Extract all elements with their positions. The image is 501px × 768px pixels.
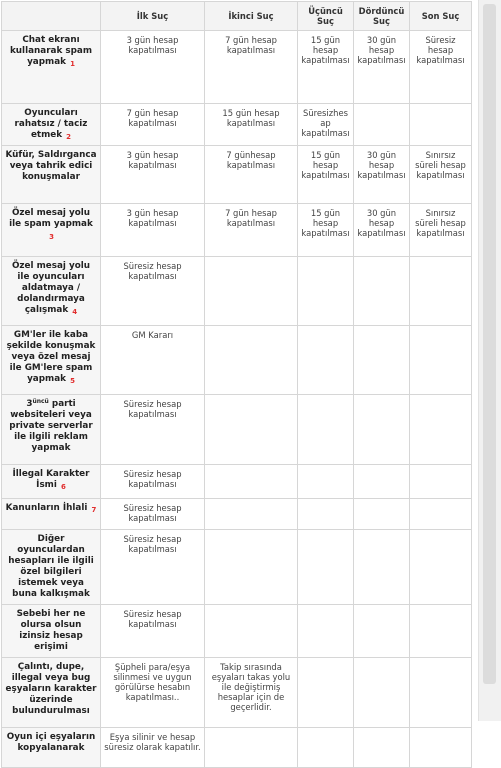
column-header-fourth: Dördüncü Suç (354, 2, 410, 31)
vertical-scrollbar[interactable] (478, 0, 501, 721)
penalty-table (1, 1, 472, 768)
offense-cell (2, 727, 101, 767)
table-row (2, 257, 472, 326)
offense-text: Kanunların İhlali (5, 503, 88, 514)
penalty-cell (354, 326, 410, 395)
table-row (2, 499, 472, 530)
penalty-cell (410, 395, 472, 465)
penalty-cell: Süresiz hesap kapatılması (101, 257, 205, 326)
footnote-ref: 7 (91, 506, 97, 515)
offense-cell (2, 326, 101, 395)
offense-number: 3 (26, 399, 33, 410)
offense-cell (2, 31, 101, 104)
penalty-cell (354, 104, 410, 146)
penalty-cell: 7 gün hesap kapatılması (205, 204, 298, 257)
footnote-ref: 3 (49, 233, 54, 242)
penalty-cell (205, 257, 298, 326)
table-row (2, 605, 472, 658)
offense-cell (2, 395, 101, 465)
offense-cell (2, 257, 101, 326)
table-row (2, 657, 472, 727)
penalty-cell: Süresiz hesap kapatılması (101, 605, 205, 658)
penalty-cell (410, 257, 472, 326)
offense-cell (2, 605, 101, 658)
penalty-cell: Sınırsız süreli hesap kapatılması (410, 146, 472, 204)
penalty-cell (410, 465, 472, 499)
penalty-cell (410, 727, 472, 767)
penalty-cell (354, 395, 410, 465)
footnote-ref: 5 (70, 377, 75, 386)
offense-cell (2, 104, 101, 146)
offense-text: Çalıntı, dupe, illegal veya bug eşyaların karakter üzerinde bulundurulması (5, 661, 97, 716)
penalty-cell (410, 326, 472, 395)
penalty-cell: 30 gün hesap kapatılması (354, 146, 410, 204)
penalty-cell: Şüpheli para/eşya silinmesi ve uygun görülürse hesabın kapatılması.. (101, 657, 205, 727)
column-header-second: İkinci Suç (205, 2, 298, 31)
penalty-cell: 30 gün hesap kapatılması (354, 204, 410, 257)
penalty-cell: Süresiz hesap kapatılması (101, 465, 205, 499)
penalty-cell (298, 465, 354, 499)
table-row (2, 727, 472, 767)
footnote-ref: 2 (66, 133, 72, 142)
offense-text: Oyuncuları rahatsız / taciz etmek (14, 108, 88, 141)
column-header-offense (2, 2, 101, 31)
penalty-cell (354, 605, 410, 658)
penalty-cell: Süresiz hesap kapatılması (101, 530, 205, 605)
penalty-cell (354, 499, 410, 530)
penalty-cell (298, 605, 354, 658)
offense-text: Diğer oyunculardan hesapları ile ilgili özel bilgileri istemek veya buna kalkışmak (8, 534, 94, 600)
column-header-third: Üçüncü Suç (298, 2, 354, 31)
penalty-cell (298, 530, 354, 605)
penalty-cell (410, 499, 472, 530)
penalty-cell: 15 gün hesap kapatılması (298, 204, 354, 257)
offense-cell (2, 530, 101, 605)
offense-text: parti websiteleri veya private serverlar ile ilgili reklam yapmak (9, 399, 93, 454)
penalty-cell: Süresiz hesap kapatılması (410, 31, 472, 104)
table-row (2, 31, 472, 104)
table-row (2, 204, 472, 257)
footnote-ref: 6 (60, 483, 66, 492)
penalty-cell (298, 257, 354, 326)
penalty-cell: 15 gün hesap kapatılması (298, 31, 354, 104)
footnote-ref: 4 (72, 308, 78, 317)
table-row (2, 104, 472, 146)
penalty-cell (354, 657, 410, 727)
penalty-cell (410, 104, 472, 146)
penalty-cell (298, 499, 354, 530)
offense-text: Özel mesaj yolu ile oyuncuları aldatmaya / dolandırmaya çalışmak (11, 261, 91, 316)
penalty-cell (205, 605, 298, 658)
offense-text: İllegal Karakter İsmi (12, 469, 90, 491)
penalty-cell (298, 395, 354, 465)
table-row (2, 465, 472, 499)
penalty-cell (354, 465, 410, 499)
offense-text: Özel mesaj yolu ile spam yapmak (9, 208, 93, 230)
penalty-cell: 15 gün hesap kapatılması (205, 104, 298, 146)
penalty-cell (205, 727, 298, 767)
penalty-cell: GM Kararı (101, 326, 205, 395)
penalty-cell (354, 257, 410, 326)
penalty-cell (298, 326, 354, 395)
penalty-cell (205, 530, 298, 605)
penalty-cell: Eşya silinir ve hesap süresiz olarak kapatılır. (101, 727, 205, 767)
offense-cell (2, 146, 101, 204)
penalty-cell (354, 530, 410, 605)
penalty-cell: Süresiz hesap kapatılması (101, 395, 205, 465)
footnote-ref: 1 (70, 60, 75, 69)
penalty-cell (410, 605, 472, 658)
offense-text: Küfür, Saldırganca veya tahrik edici konuşmalar (5, 150, 97, 183)
table-row (2, 530, 472, 605)
penalty-cell (410, 530, 472, 605)
offense-text: Sebebi her ne olursa olsun izinsiz hesap erişimi (16, 609, 86, 652)
penalty-cell: 15 gün hesap kapatılması (298, 146, 354, 204)
penalty-cell (205, 326, 298, 395)
penalty-cell (298, 657, 354, 727)
scrollbar-thumb[interactable] (483, 4, 496, 684)
header-row (2, 2, 472, 31)
penalty-cell (205, 395, 298, 465)
penalty-cell: 3 gün hesap kapatılması (101, 204, 205, 257)
offense-cell (2, 465, 101, 499)
penalty-cell (410, 657, 472, 727)
penalty-cell: Süresizhesap kapatılması (298, 104, 354, 146)
penalty-cell: Süresiz hesap kapatılması (101, 499, 205, 530)
column-header-first: İlk Suç (101, 2, 205, 31)
penalty-cell: 7 gün hesap kapatılması (101, 104, 205, 146)
offense-text: GM'ler ile kaba şekilde konuşmak veya özel mesaj ile GM'lere spam yapmak (6, 330, 96, 385)
offense-text: Oyun içi eşyaların kopyalanarak (6, 731, 96, 753)
offense-text: Chat ekranı kullanarak spam yapmak (9, 35, 93, 68)
penalty-cell: 7 gün hesap kapatılması (205, 31, 298, 104)
penalty-cell (205, 465, 298, 499)
penalty-cell: 30 gün hesap kapatılması (354, 31, 410, 104)
table-row (2, 326, 472, 395)
column-header-last: Son Suç (410, 2, 472, 31)
table-row (2, 146, 472, 204)
penalty-cell: 3 gün hesap kapatılması (101, 146, 205, 204)
penalty-cell: Takip sırasında eşyaları takas yolu ile değiştirmiş hesaplar için de geçerlidir. (205, 657, 298, 727)
penalty-cell: Sınırsız süreli hesap kapatılması (410, 204, 472, 257)
penalty-cell: 7 günhesap kapatılması (205, 146, 298, 204)
table-row (2, 395, 472, 465)
penalty-cell: 3 gün hesap kapatılması (101, 31, 205, 104)
penalty-cell (354, 727, 410, 767)
offense-cell (2, 499, 101, 530)
offense-ordinal-suffix: üncü (32, 398, 49, 406)
offense-cell (2, 657, 101, 727)
penalty-cell (205, 499, 298, 530)
offense-cell (2, 204, 101, 257)
penalty-cell (298, 727, 354, 767)
